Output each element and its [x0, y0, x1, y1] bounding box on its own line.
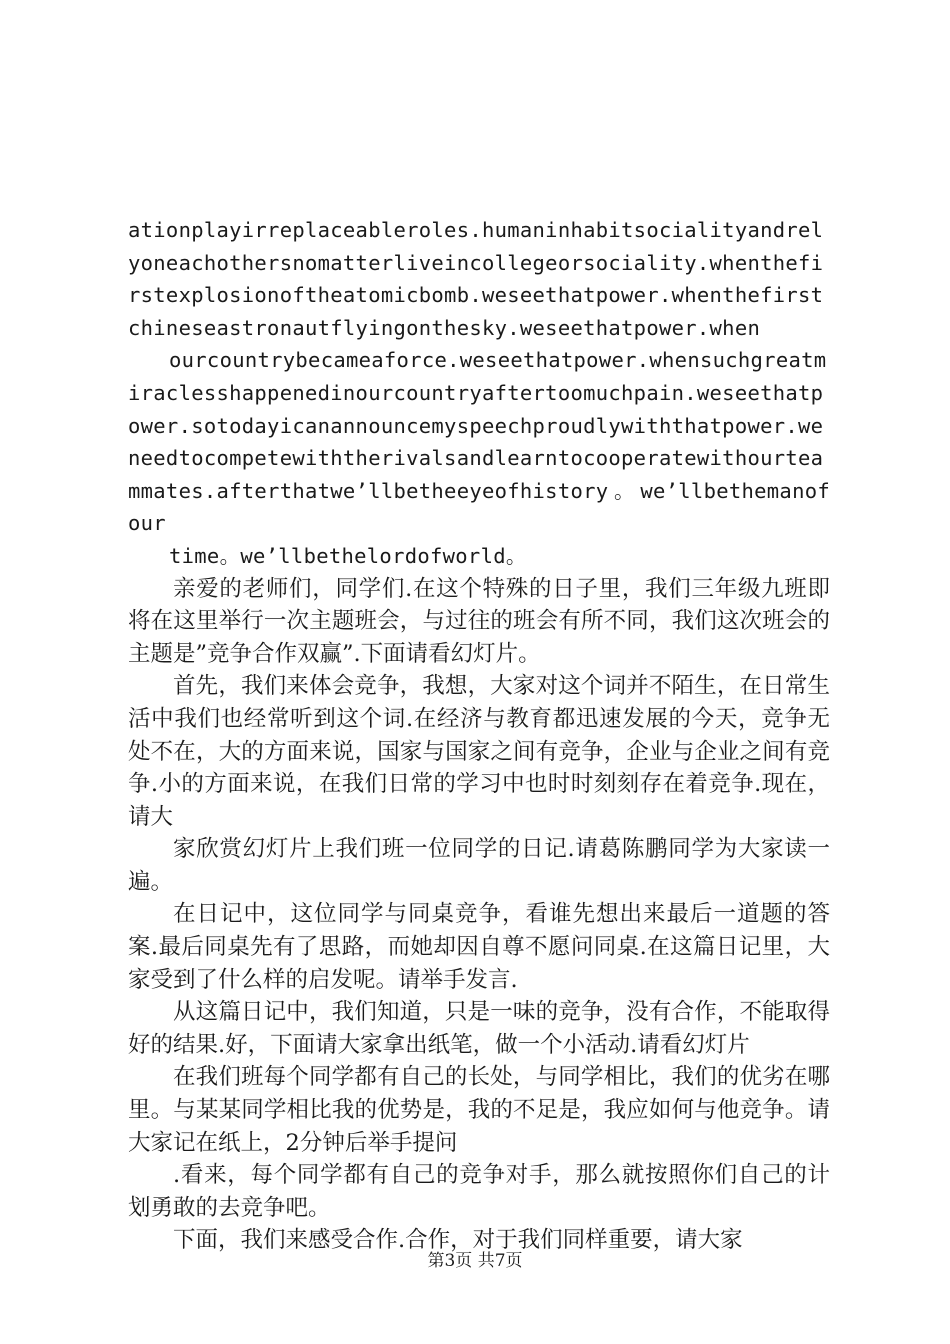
document-body	[128, 214, 830, 1257]
paragraph-8: 从这篇日记中，我们知道，只是一味的竞争，没有合作，不能取得好的结果.好，下面请大家拿出纸笔，做一个小活动.请看幻灯片	[128, 999, 830, 1058]
paragraph-11: 下面，我们来感受合作.合作，对于我们同样重要，请大家	[173, 1227, 743, 1254]
paragraph-10: .看来，每个同学都有自己的竞争对手，那么就按照你们自己的计划勇敢的去竞争吧。	[128, 1162, 830, 1221]
page-footer: 第3页 共7页	[427, 1251, 523, 1271]
paragraph-5: 首先，我们来体会竞争，我想，大家对这个词并不陌生，在日常生活中我们也经常听到这个词.在经济与教育都迅速发展的今天，竞争无处不在，大的方面来说，国家与国家之间有竞争，企业与企业之间有竞争.小的方面来说，在我们日常的学习中也时时刻刻存在着竞争.现在，请大	[128, 673, 830, 830]
paragraph-1: ationplayirreplaceableroles.humaninhabitsocialityandrelyoneachothersnomatterliveincollegeorsociality.whenthefirstexplosionoftheatomicbomb.weseethatpower.whenthefirstchineseastronautflyingonthesky.weseethatpower.when	[128, 218, 824, 340]
paragraph-2: ourcountrybecameaforce.weseethatpower.whensuchgreatmiraclesshappenedinourcountryaftertoomuchpain.weseethatpower.sotodayicanannouncemyspeechproudlywiththatpower.weneedtocompetewiththerivalsandlearntocooperatewithourteammates.afterthatwe’llbetheeyeofhistory。we’llbethemanofour	[128, 348, 830, 536]
paragraph-3: time。we’llbethelordofworld。	[169, 543, 527, 568]
paragraph-9: 在我们班每个同学都有自己的长处，与同学相比，我们的优劣在哪里。与某某同学相比我的优势是，我的不足是，我应如何与他竞争。请大家记在纸上，2分钟后举手提问	[128, 1064, 830, 1156]
paragraph-7: 在日记中，这位同学与同桌竞争，看谁先想出来最后一道题的答案.最后同桌先有了思路，而她却因自尊不愿问同桌.在这篇日记里，大家受到了什么样的启发呢。请举手发言.	[128, 901, 830, 993]
paragraph-6: 家欣赏幻灯片上我们班一位同学的日记.请葛陈鹏同学为大家读一遍。	[128, 836, 830, 895]
paragraph-4: 亲爱的老师们，同学们.在这个特殊的日子里，我们三年级九班即将在这里举行一次主题班会，与过往的班会有所不同，我们这次班会的主题是”竞争合作双赢”.下面请看幻灯片。	[128, 575, 830, 667]
